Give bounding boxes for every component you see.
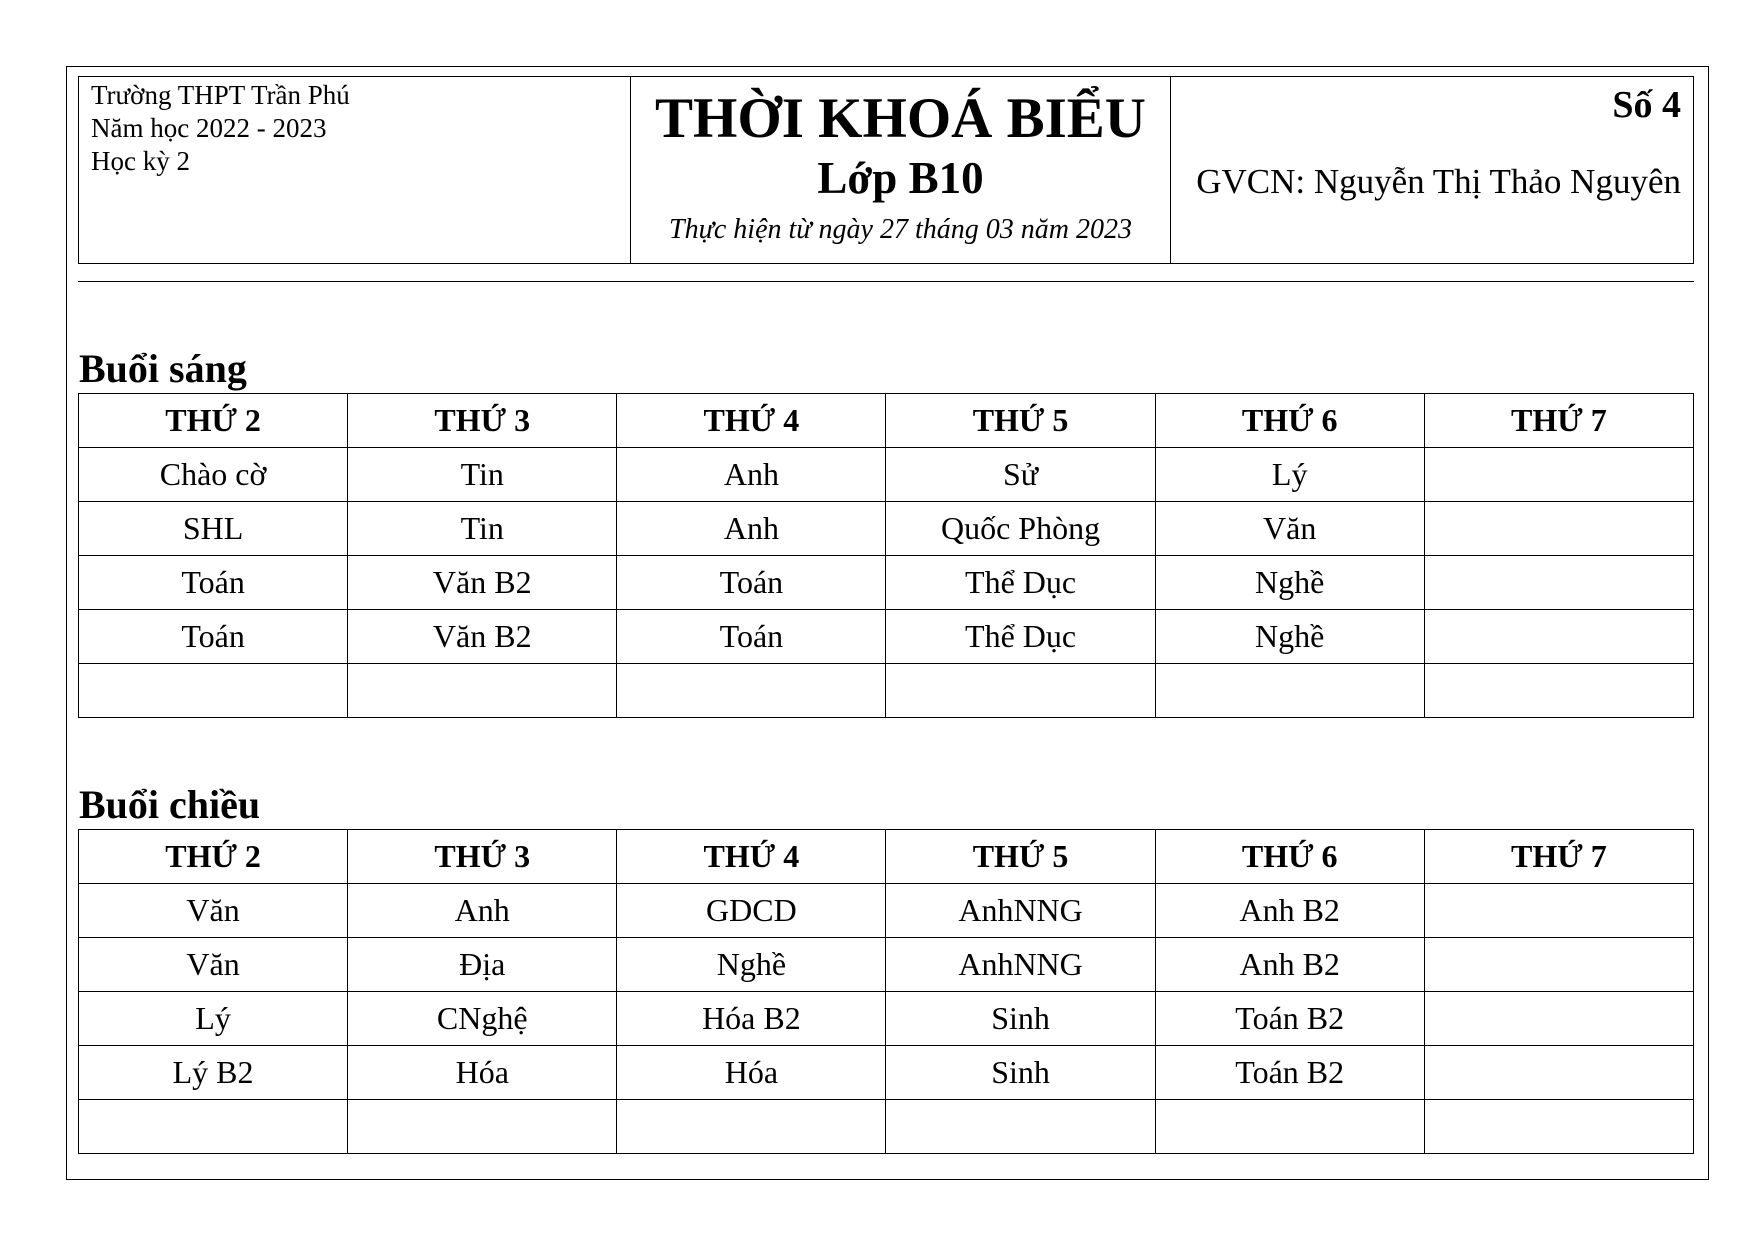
day-header: THỨ 3 — [348, 394, 617, 448]
subject-cell: Hóa — [617, 1046, 886, 1100]
subject-cell: AnhNNG — [886, 938, 1155, 992]
day-header: THỨ 3 — [348, 830, 617, 884]
school-info — [79, 77, 631, 264]
subject-cell: Nghề — [1155, 610, 1424, 664]
school-name: Trường THPT Trần Phú — [91, 80, 350, 110]
period-row — [79, 884, 1694, 938]
subject-cell: Địa — [348, 938, 617, 992]
subject-cell — [1424, 938, 1693, 992]
subject-cell: Hóa B2 — [617, 992, 886, 1046]
class-name: Lớp B10 — [817, 153, 984, 203]
subject-cell: Tin — [348, 502, 617, 556]
subject-cell: Thể Dục — [886, 556, 1155, 610]
subject-cell: Anh — [348, 884, 617, 938]
subject-cell — [617, 664, 886, 718]
subject-cell: Thể Dục — [886, 610, 1155, 664]
afternoon-section-title: Buổi chiều — [79, 782, 261, 827]
subject-cell: Văn B2 — [348, 610, 617, 664]
subject-cell: SHL — [79, 502, 348, 556]
document-number: Số 4 — [1612, 84, 1681, 126]
period-row — [79, 556, 1694, 610]
subject-cell: Anh B2 — [1155, 938, 1424, 992]
period-row — [79, 938, 1694, 992]
subject-cell: Văn B2 — [348, 556, 617, 610]
subject-cell — [886, 1100, 1155, 1154]
subject-cell — [1424, 884, 1693, 938]
period-row — [79, 1046, 1694, 1100]
subject-cell — [886, 664, 1155, 718]
subject-cell: Anh — [617, 502, 886, 556]
subject-cell — [79, 1100, 348, 1154]
day-header: THỨ 2 — [79, 830, 348, 884]
school-year: Năm học 2022 - 2023 — [91, 113, 327, 143]
subject-cell: Sử — [886, 448, 1155, 502]
document-meta — [1171, 77, 1694, 264]
morning-schedule-table — [78, 393, 1694, 718]
document-header — [78, 76, 1694, 264]
day-header-row — [79, 830, 1694, 884]
period-row — [79, 610, 1694, 664]
subject-cell — [1155, 664, 1424, 718]
day-header: THỨ 7 — [1424, 394, 1693, 448]
subject-cell: Toán B2 — [1155, 1046, 1424, 1100]
subject-cell: Văn — [79, 884, 348, 938]
subject-cell: Hóa — [348, 1046, 617, 1100]
subject-cell: Nghề — [617, 938, 886, 992]
title-block — [631, 77, 1171, 264]
semester: Học kỳ 2 — [91, 146, 190, 176]
subject-cell — [1424, 448, 1693, 502]
subject-cell: Văn — [1155, 502, 1424, 556]
subject-cell — [1424, 1046, 1693, 1100]
subject-cell — [1424, 664, 1693, 718]
afternoon-schedule-table — [78, 829, 1694, 1154]
subject-cell: Toán — [617, 610, 886, 664]
day-header: THỨ 5 — [886, 830, 1155, 884]
subject-cell — [1424, 502, 1693, 556]
subject-cell — [1424, 1100, 1693, 1154]
subject-cell — [348, 1100, 617, 1154]
subject-cell: CNghệ — [348, 992, 617, 1046]
subject-cell — [79, 664, 348, 718]
period-row — [79, 1100, 1694, 1154]
period-row — [79, 992, 1694, 1046]
subject-cell — [1424, 610, 1693, 664]
subject-cell: Quốc Phòng — [886, 502, 1155, 556]
day-header: THỨ 6 — [1155, 830, 1424, 884]
subject-cell: Nghề — [1155, 556, 1424, 610]
day-header: THỨ 7 — [1424, 830, 1693, 884]
subject-cell: Anh B2 — [1155, 884, 1424, 938]
day-header-row — [79, 394, 1694, 448]
subject-cell: Lý — [79, 992, 348, 1046]
subject-cell: Toán B2 — [1155, 992, 1424, 1046]
day-header: THỨ 2 — [79, 394, 348, 448]
subject-cell: Văn — [79, 938, 348, 992]
subject-cell — [1155, 1100, 1424, 1154]
period-row — [79, 502, 1694, 556]
subject-cell: Toán — [617, 556, 886, 610]
subject-cell: Lý — [1155, 448, 1424, 502]
subject-cell — [1424, 992, 1693, 1046]
subject-cell: Sinh — [886, 992, 1155, 1046]
subject-cell — [617, 1100, 886, 1154]
homeroom-teacher: GVCN: Nguyễn Thị Thảo Nguyên — [1196, 162, 1681, 201]
subject-cell: AnhNNG — [886, 884, 1155, 938]
subject-cell: Toán — [79, 610, 348, 664]
day-header: THỨ 4 — [617, 830, 886, 884]
subject-cell: Sinh — [886, 1046, 1155, 1100]
header-divider — [78, 281, 1694, 282]
day-header: THỨ 5 — [886, 394, 1155, 448]
effective-date: Thực hiện từ ngày 27 tháng 03 năm 2023 — [669, 214, 1132, 245]
subject-cell — [1424, 556, 1693, 610]
subject-cell: Lý B2 — [79, 1046, 348, 1100]
subject-cell: GDCD — [617, 884, 886, 938]
document-title: THỜI KHOÁ BIỂU — [655, 87, 1146, 150]
subject-cell: Chào cờ — [79, 448, 348, 502]
day-header: THỨ 4 — [617, 394, 886, 448]
morning-section-title: Buổi sáng — [79, 346, 247, 391]
period-row — [79, 664, 1694, 718]
subject-cell: Toán — [79, 556, 348, 610]
day-header: THỨ 6 — [1155, 394, 1424, 448]
subject-cell: Tin — [348, 448, 617, 502]
period-row — [79, 448, 1694, 502]
subject-cell — [348, 664, 617, 718]
subject-cell: Anh — [617, 448, 886, 502]
